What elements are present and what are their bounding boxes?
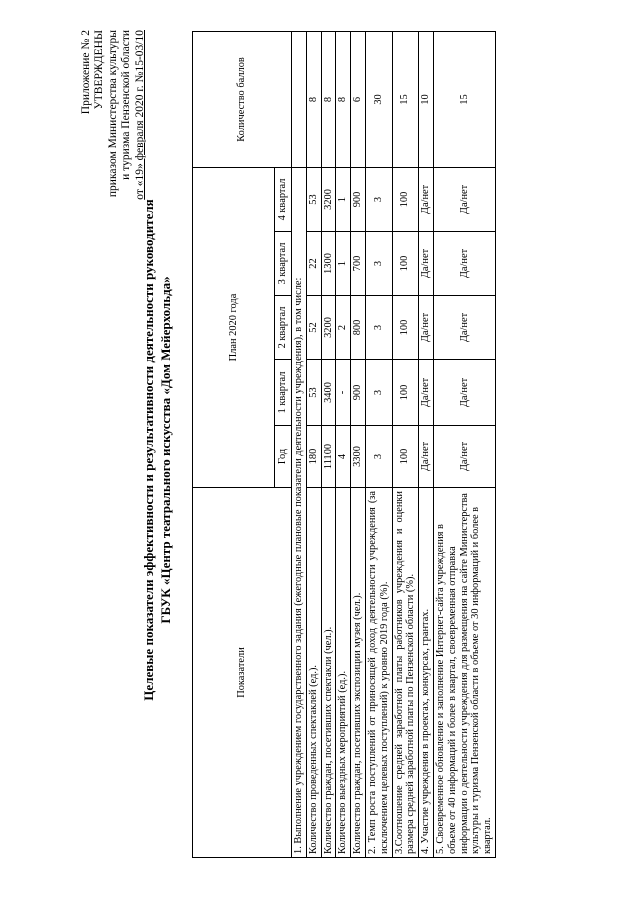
row-q2: 3200 — [321, 296, 336, 360]
row-q1: 900 — [351, 360, 366, 426]
header-q1: 1 квартал — [275, 360, 292, 426]
row-year: 4 — [336, 426, 351, 488]
table-row — [433, 31, 495, 857]
row-points: 6 — [351, 31, 366, 167]
table-row — [336, 31, 351, 857]
row-q1: Да/нет — [419, 360, 434, 426]
row-year: Да/нет — [419, 426, 434, 488]
row-points: 8 — [321, 31, 336, 167]
row-q2: 52 — [306, 296, 321, 360]
table-row — [365, 31, 392, 857]
header-plan: План 2020 года — [193, 167, 275, 487]
row-year: Да/нет — [433, 426, 495, 488]
row-year: 180 — [306, 426, 321, 488]
order-date: от «19» февраля 2020 г. №15-03/10 — [133, 30, 146, 200]
row-q3: 3 — [365, 232, 392, 296]
row-points: 15 — [433, 31, 495, 167]
section-1-label: 1. Выполнение учреждением государственного задания (ежегодные плановые показатели деятельности учреждения), в том числе: — [292, 167, 307, 857]
row-q1: 53 — [306, 360, 321, 426]
row-q4: Да/нет — [419, 167, 434, 231]
header-q3: 3 квартал — [275, 232, 292, 296]
row-q3: 100 — [392, 232, 419, 296]
row-label: Количество граждан, посетивших экспозиции музея (чел.). — [351, 488, 366, 858]
row-q4: 100 — [392, 167, 419, 231]
row-q1: 3400 — [321, 360, 336, 426]
row-label: Количество проведенных спектаклей (ед.). — [306, 488, 321, 858]
header-year: Год — [275, 426, 292, 488]
section-row — [292, 31, 307, 857]
row-label: 5. Своевременное обновление и заполнение Интернет-сайта учреждения в объеме от 40 информаций и более в квартал, своевременная отправка информации о деятельности учреждения для размещения на сайте Министерства культуры и туризма Пензенской области в объеме от 30 информаций и более в квартал. — [433, 488, 495, 858]
row-q3: 22 — [306, 232, 321, 296]
row-year: 100 — [392, 426, 419, 488]
indicators-table — [192, 31, 496, 858]
row-q3: 700 — [351, 232, 366, 296]
row-q4: 53 — [306, 167, 321, 231]
row-q3: 1 — [336, 232, 351, 296]
appendix-block — [80, 30, 147, 430]
row-q1: Да/нет — [433, 360, 495, 426]
row-label: 4. Участие учреждения в проектах, конкурсах, грантах. — [419, 488, 434, 858]
table-row — [306, 31, 321, 857]
row-q2: Да/нет — [433, 296, 495, 360]
row-q2: 800 — [351, 296, 366, 360]
row-q2: 2 — [336, 296, 351, 360]
row-year: 3300 — [351, 426, 366, 488]
approved-label: УТВЕРЖДЕНЫ — [93, 30, 106, 110]
row-q2: Да/нет — [419, 296, 434, 360]
header-points: Количество баллов — [193, 31, 292, 167]
row-label: 2. Темп роста поступлений от приносящей доход деятельности учреждения (за исключением целевых поступлений) к уровню 2019 года (%). — [365, 488, 392, 858]
title-line-1: Целевые показатели эффективности и результативности деятельности руководителя — [141, 199, 156, 701]
row-q4: Да/нет — [433, 167, 495, 231]
row-points: 8 — [306, 31, 321, 167]
row-label: Количество выездных мероприятий (ед.). — [336, 488, 351, 858]
header-indicators: Показатели — [193, 488, 292, 858]
row-q2: 100 — [392, 296, 419, 360]
row-year: 11100 — [321, 426, 336, 488]
order-line: приказом Министерства культуры — [106, 30, 119, 198]
document-title — [140, 20, 174, 880]
row-q4: 1 — [336, 167, 351, 231]
row-points: 8 — [336, 31, 351, 167]
title-line-2: ГБУК «Центр театрального искусства «Дом Мейерхольда» — [158, 276, 173, 624]
row-points: 30 — [365, 31, 392, 167]
section-1-points — [292, 31, 307, 167]
row-q4: 3200 — [321, 167, 336, 231]
row-q4: 3 — [365, 167, 392, 231]
row-q3: Да/нет — [433, 232, 495, 296]
row-points: 10 — [419, 31, 434, 167]
row-q2: 3 — [365, 296, 392, 360]
table-row — [419, 31, 434, 857]
table-row — [392, 31, 419, 857]
row-label: 3.Соотношение средней заработной платы работников учреждения и оценки размера средней заработной платы по Пензенской области (%). — [392, 488, 419, 858]
header-q2: 2 квартал — [275, 296, 292, 360]
header-row-1 — [193, 31, 275, 857]
rotated-content — [80, 20, 550, 880]
row-points: 15 — [392, 31, 419, 167]
row-q4: 900 — [351, 167, 366, 231]
row-q1: 3 — [365, 360, 392, 426]
row-year: 3 — [365, 426, 392, 488]
row-q1: - — [336, 360, 351, 426]
row-q1: 100 — [392, 360, 419, 426]
table-row — [321, 31, 336, 857]
row-label: Количество граждан, посетивших спектакли (чел.). — [321, 488, 336, 858]
row-q3: 1300 — [321, 232, 336, 296]
appendix-number: Приложение № 2 — [80, 30, 92, 115]
row-q3: Да/нет — [419, 232, 434, 296]
table-row — [351, 31, 366, 857]
ministry-line: и туризма Пензенской области — [120, 30, 133, 180]
header-q4: 4 квартал — [275, 167, 292, 231]
